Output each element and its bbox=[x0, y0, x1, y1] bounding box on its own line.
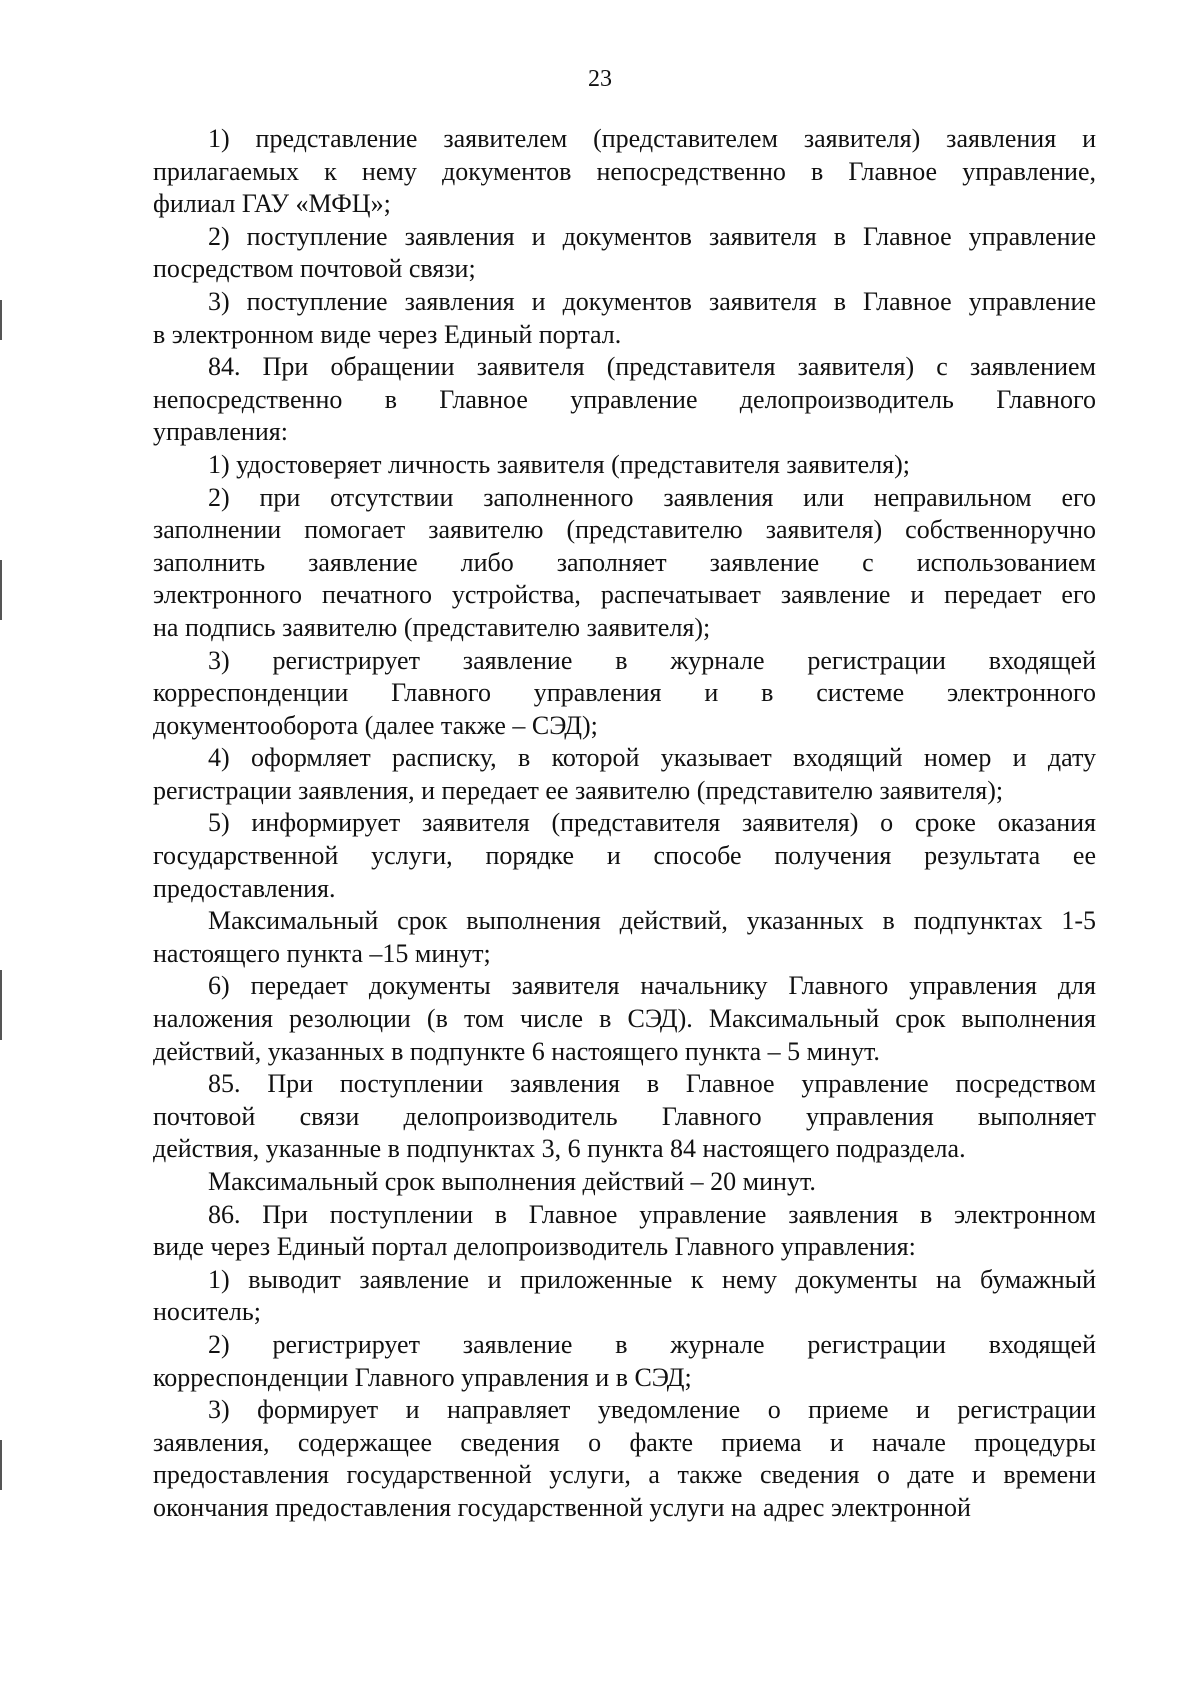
page-number: 23 bbox=[588, 66, 612, 92]
text-line: в электронном виде через Единый портал. bbox=[153, 319, 622, 349]
text-line: 84. При обращении заявителя (представителя заявителя) с заявлением bbox=[208, 352, 1096, 382]
text-line: корреспонденции Главного управления и в СЭД; bbox=[153, 1362, 692, 1392]
text-line: заполнении помогает заявителю (представителю заявителя) собственноручно bbox=[153, 515, 1096, 545]
text-line: 3) формирует и направляет уведомление о приеме и регистрации bbox=[208, 1395, 1096, 1425]
text-line: корреспонденции Главного управления и в системе электронного bbox=[153, 678, 1096, 708]
text-line: 85. При поступлении заявления в Главное управление посредством bbox=[208, 1069, 1096, 1099]
scan-edge-mark bbox=[0, 970, 2, 1040]
text-line: электронного печатного устройства, распечатывает заявление и передает его bbox=[153, 580, 1096, 610]
text-line: заполнить заявление либо заполняет заявление с использованием bbox=[153, 547, 1096, 577]
text-line: действия, указанные в подпунктах 3, 6 пункта 84 настоящего подраздела. bbox=[153, 1134, 966, 1164]
text-line: носитель; bbox=[153, 1297, 261, 1327]
text-line: 3) поступление заявления и документов заявителя в Главное управление bbox=[208, 286, 1096, 316]
text-line: виде через Единый портал делопроизводитель Главного управления: bbox=[153, 1232, 916, 1262]
paragraph bbox=[153, 807, 1096, 905]
paragraph bbox=[153, 1264, 1096, 1329]
text-line: непосредственно в Главное управление делопроизводитель Главного bbox=[153, 384, 1096, 414]
paragraph bbox=[153, 286, 1096, 351]
scan-edge-mark bbox=[0, 300, 2, 340]
text-line: Максимальный срок выполнения действий – 20 минут. bbox=[208, 1167, 816, 1196]
text-line: 2) регистрирует заявление в журнале регистрации входящей bbox=[208, 1329, 1096, 1359]
text-line: настоящего пункта –15 минут; bbox=[153, 938, 491, 968]
text-line: окончания предоставления государственной услуги на адрес электронной bbox=[153, 1492, 971, 1522]
text-line: заявления, содержащее сведения о факте приема и начале процедуры bbox=[153, 1427, 1096, 1457]
paragraph bbox=[153, 123, 1096, 221]
text-line: 5) информирует заявителя (представителя заявителя) о сроке оказания bbox=[208, 808, 1096, 838]
text-line: государственной услуги, порядке и способе получения результата ее bbox=[153, 841, 1096, 871]
paragraph bbox=[153, 1329, 1096, 1394]
text-line: предоставления государственной услуги, а также сведения о дате и времени bbox=[153, 1460, 1096, 1490]
paragraph bbox=[153, 482, 1096, 645]
text-line: посредством почтовой связи; bbox=[153, 254, 476, 284]
text-line: 1) представление заявителем (представителем заявителя) заявления и bbox=[208, 124, 1096, 153]
paragraph bbox=[153, 351, 1096, 449]
text-line: документооборота (далее также – СЭД); bbox=[153, 710, 598, 740]
scan-edge-mark bbox=[0, 560, 2, 620]
text-line: на подпись заявителю (представителю заявителя); bbox=[153, 612, 711, 642]
paragraph bbox=[153, 449, 1096, 482]
paragraph bbox=[153, 742, 1096, 807]
paragraph bbox=[153, 221, 1096, 286]
text-line: 3) регистрирует заявление в журнале регистрации входящей bbox=[208, 645, 1096, 675]
paragraph bbox=[153, 1199, 1096, 1264]
text-line: 1) выводит заявление и приложенные к нему документы на бумажный bbox=[208, 1264, 1096, 1294]
paragraph bbox=[153, 905, 1096, 970]
paragraph bbox=[153, 1068, 1096, 1166]
text-line: 6) передает документы заявителя начальнику Главного управления для bbox=[208, 971, 1096, 1001]
text-line: 2) при отсутствии заполненного заявления или неправильном его bbox=[208, 482, 1096, 512]
text-line: управления: bbox=[153, 417, 288, 447]
paragraph bbox=[153, 970, 1096, 1068]
text-line: 1) удостоверяет личность заявителя (представителя заявителя); bbox=[208, 449, 911, 479]
document-body bbox=[153, 123, 1096, 1525]
text-line: почтовой связи делопроизводитель Главного управления выполняет bbox=[153, 1101, 1096, 1131]
paragraph bbox=[153, 645, 1096, 743]
text-line: регистрации заявления, и передает ее заявителю (представителю заявителя); bbox=[153, 775, 1004, 805]
text-line: прилагаемых к нему документов непосредственно в Главное управление, bbox=[153, 156, 1096, 186]
text-line: предоставления. bbox=[153, 873, 336, 903]
text-line: филиал ГАУ «МФЦ»; bbox=[153, 189, 391, 219]
text-line: 4) оформляет расписку, в которой указывает входящий номер и дату bbox=[208, 743, 1096, 773]
text-line: Максимальный срок выполнения действий, указанных в подпунктах 1-5 bbox=[208, 906, 1096, 936]
paragraph bbox=[153, 1166, 1096, 1199]
text-line: 2) поступление заявления и документов заявителя в Главное управление bbox=[208, 221, 1096, 251]
text-line: 86. При поступлении в Главное управление заявления в электронном bbox=[208, 1199, 1096, 1229]
scan-edge-mark bbox=[0, 1440, 2, 1490]
text-line: наложения резолюции (в том числе в СЭД). Максимальный срок выполнения bbox=[153, 1004, 1096, 1034]
paragraph bbox=[153, 1394, 1096, 1524]
text-line: действий, указанных в подпункте 6 настоящего пункта – 5 минут. bbox=[153, 1036, 880, 1066]
